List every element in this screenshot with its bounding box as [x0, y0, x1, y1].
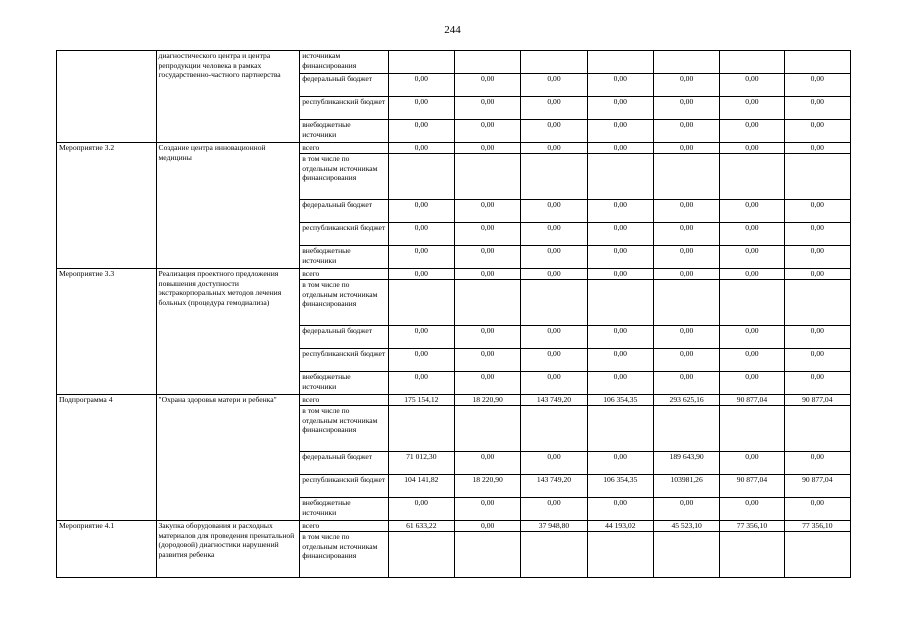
amount-cell: 0,00 — [521, 498, 587, 521]
amount-cell — [454, 532, 520, 578]
amount-cell: 0,00 — [454, 246, 520, 269]
amount-cell: 0,00 — [454, 498, 520, 521]
amount-cell — [454, 406, 520, 452]
amount-cell: 37 948,80 — [521, 521, 587, 532]
amount-cell — [454, 280, 520, 326]
amount-cell: 0,00 — [521, 97, 587, 120]
amount-cell: 0,00 — [521, 143, 587, 154]
amount-cell — [388, 532, 454, 578]
amount-cell: 0,00 — [587, 74, 653, 97]
funding-source-cell: федеральный бюджет — [300, 200, 388, 223]
amount-cell: 45 523,10 — [653, 521, 719, 532]
amount-cell: 0,00 — [388, 74, 454, 97]
amount-cell — [720, 51, 784, 74]
funding-source-cell: всего — [300, 521, 388, 532]
amount-cell: 0,00 — [454, 97, 520, 120]
amount-cell: 0,00 — [784, 498, 850, 521]
funding-source-cell: республиканский бюджет — [300, 475, 388, 498]
amount-cell: 0,00 — [521, 452, 587, 475]
amount-cell: 0,00 — [653, 498, 719, 521]
amount-cell: 0,00 — [454, 74, 520, 97]
amount-cell — [653, 532, 719, 578]
amount-cell: 0,00 — [454, 143, 520, 154]
amount-cell: 90 877,04 — [784, 395, 850, 406]
amount-cell — [653, 280, 719, 326]
table-row — [57, 395, 851, 406]
amount-cell: 0,00 — [587, 223, 653, 246]
amount-cell: 0,00 — [653, 120, 719, 143]
amount-cell: 0,00 — [521, 120, 587, 143]
amount-cell — [454, 51, 520, 74]
amount-cell: 0,00 — [454, 223, 520, 246]
amount-cell: 0,00 — [653, 326, 719, 349]
amount-cell: 0,00 — [454, 326, 520, 349]
table-body — [57, 51, 851, 578]
amount-cell: 104 141,82 — [388, 475, 454, 498]
amount-cell: 61 633,22 — [388, 521, 454, 532]
amount-cell: 90 877,04 — [720, 395, 784, 406]
amount-cell: 0,00 — [720, 349, 784, 372]
program-name-cell: Подпрограмма 4 — [57, 395, 157, 521]
program-description-cell: Создание центра инновационной медицины — [156, 143, 300, 269]
amount-cell: 18 220,90 — [454, 475, 520, 498]
amount-cell: 0,00 — [388, 498, 454, 521]
program-description-cell: Закупка оборудования и расходных материалов для проведения пренатальной (дородовой) диагностики нарушений развития ребенка — [156, 521, 300, 578]
amount-cell: 0,00 — [521, 223, 587, 246]
amount-cell: 293 625,16 — [653, 395, 719, 406]
amount-cell — [587, 280, 653, 326]
funding-source-cell: внебюджетные источники — [300, 120, 388, 143]
amount-cell: 0,00 — [784, 223, 850, 246]
amount-cell: 90 877,04 — [720, 475, 784, 498]
amount-cell: 0,00 — [587, 269, 653, 280]
amount-cell: 0,00 — [521, 349, 587, 372]
funding-source-cell: федеральный бюджет — [300, 452, 388, 475]
amount-cell: 0,00 — [587, 246, 653, 269]
amount-cell: 0,00 — [720, 120, 784, 143]
amount-cell: 0,00 — [454, 452, 520, 475]
amount-cell: 0,00 — [653, 349, 719, 372]
amount-cell: 0,00 — [587, 97, 653, 120]
amount-cell: 0,00 — [521, 269, 587, 280]
amount-cell — [720, 532, 784, 578]
amount-cell: 90 877,04 — [784, 475, 850, 498]
amount-cell: 143 749,20 — [521, 395, 587, 406]
funding-source-cell: источникам финансирования — [300, 51, 388, 74]
amount-cell — [521, 280, 587, 326]
amount-cell: 44 193,02 — [587, 521, 653, 532]
amount-cell: 0,00 — [720, 223, 784, 246]
amount-cell: 0,00 — [720, 452, 784, 475]
amount-cell — [784, 51, 850, 74]
amount-cell: 0,00 — [388, 326, 454, 349]
table-row — [57, 269, 851, 280]
amount-cell — [720, 154, 784, 200]
amount-cell — [784, 406, 850, 452]
amount-cell — [784, 280, 850, 326]
amount-cell — [521, 532, 587, 578]
amount-cell — [587, 532, 653, 578]
amount-cell: 0,00 — [587, 200, 653, 223]
amount-cell: 0,00 — [653, 143, 719, 154]
amount-cell: 0,00 — [653, 74, 719, 97]
program-name-cell: Мероприятие 3.2 — [57, 143, 157, 269]
amount-cell: 0,00 — [784, 97, 850, 120]
amount-cell — [784, 532, 850, 578]
amount-cell: 0,00 — [454, 269, 520, 280]
funding-source-cell: республиканский бюджет — [300, 97, 388, 120]
program-name-cell: Мероприятие 4.1 — [57, 521, 157, 578]
funding-source-cell: в том числе по отдельным источникам финансирования — [300, 154, 388, 200]
program-name-cell: Мероприятие 3.3 — [57, 269, 157, 395]
funding-source-cell: федеральный бюджет — [300, 74, 388, 97]
program-description-cell: Реализация проектного предложения повышения доступности экстракорпоральных методов лечения больных (процедура гемодиализа) — [156, 269, 300, 395]
amount-cell: 0,00 — [720, 200, 784, 223]
funding-source-cell: федеральный бюджет — [300, 326, 388, 349]
amount-cell: 0,00 — [388, 372, 454, 395]
amount-cell: 0,00 — [587, 120, 653, 143]
program-description-cell: диагностического центра и центра репродукции человека в рамках государственно-частного партнерства — [156, 51, 300, 143]
funding-source-cell: республиканский бюджет — [300, 223, 388, 246]
amount-cell: 0,00 — [521, 74, 587, 97]
amount-cell — [653, 51, 719, 74]
program-name-cell — [57, 51, 157, 143]
amount-cell: 0,00 — [454, 120, 520, 143]
amount-cell: 0,00 — [720, 143, 784, 154]
amount-cell: 0,00 — [653, 372, 719, 395]
amount-cell — [720, 280, 784, 326]
amount-cell: 0,00 — [784, 326, 850, 349]
amount-cell — [653, 154, 719, 200]
amount-cell — [521, 406, 587, 452]
amount-cell: 106 354,35 — [587, 475, 653, 498]
amount-cell — [587, 406, 653, 452]
amount-cell: 0,00 — [454, 372, 520, 395]
amount-cell: 0,00 — [784, 120, 850, 143]
amount-cell: 0,00 — [388, 223, 454, 246]
amount-cell: 0,00 — [720, 326, 784, 349]
funding-source-cell: республиканский бюджет — [300, 349, 388, 372]
funding-source-cell: в том числе по отдельным источникам финансирования — [300, 532, 388, 578]
amount-cell — [587, 51, 653, 74]
amount-cell: 0,00 — [521, 372, 587, 395]
amount-cell: 0,00 — [454, 200, 520, 223]
amount-cell: 0,00 — [587, 326, 653, 349]
amount-cell — [388, 154, 454, 200]
amount-cell: 0,00 — [720, 74, 784, 97]
amount-cell: 0,00 — [388, 349, 454, 372]
funding-source-cell: внебюджетные источники — [300, 372, 388, 395]
funding-source-cell: в том числе по отдельным источникам финансирования — [300, 406, 388, 452]
amount-cell: 0,00 — [653, 246, 719, 269]
amount-cell: 0,00 — [784, 143, 850, 154]
amount-cell: 189 643,90 — [653, 452, 719, 475]
amount-cell: 0,00 — [784, 269, 850, 280]
amount-cell: 77 356,10 — [784, 521, 850, 532]
amount-cell: 18 220,90 — [454, 395, 520, 406]
amount-cell — [388, 280, 454, 326]
amount-cell: 143 749,20 — [521, 475, 587, 498]
amount-cell: 0,00 — [388, 269, 454, 280]
table-row — [57, 521, 851, 532]
amount-cell — [454, 154, 520, 200]
amount-cell — [521, 51, 587, 74]
amount-cell — [388, 406, 454, 452]
table-row — [57, 51, 851, 74]
funding-source-cell: всего — [300, 143, 388, 154]
funding-source-cell: внебюджетные источники — [300, 498, 388, 521]
amount-cell: 0,00 — [587, 349, 653, 372]
amount-cell — [720, 406, 784, 452]
amount-cell: 0,00 — [720, 372, 784, 395]
amount-cell: 106 354,35 — [587, 395, 653, 406]
amount-cell: 0,00 — [388, 143, 454, 154]
funding-source-cell: в том числе по отдельным источникам финансирования — [300, 280, 388, 326]
amount-cell — [388, 51, 454, 74]
budget-table — [56, 50, 851, 578]
amount-cell: 0,00 — [653, 223, 719, 246]
amount-cell: 0,00 — [784, 246, 850, 269]
funding-source-cell: внебюджетные источники — [300, 246, 388, 269]
amount-cell: 0,00 — [784, 74, 850, 97]
amount-cell: 0,00 — [653, 200, 719, 223]
table-row — [57, 143, 851, 154]
amount-cell: 0,00 — [388, 120, 454, 143]
amount-cell: 0,00 — [720, 246, 784, 269]
amount-cell: 77 356,10 — [720, 521, 784, 532]
amount-cell — [521, 154, 587, 200]
amount-cell: 0,00 — [388, 97, 454, 120]
program-description-cell: "Охрана здоровья матери и ребенка" — [156, 395, 300, 521]
amount-cell: 0,00 — [454, 349, 520, 372]
amount-cell: 0,00 — [521, 246, 587, 269]
amount-cell — [653, 406, 719, 452]
amount-cell: 0,00 — [784, 372, 850, 395]
amount-cell: 0,00 — [720, 498, 784, 521]
amount-cell: 0,00 — [388, 200, 454, 223]
amount-cell: 71 012,30 — [388, 452, 454, 475]
amount-cell: 0,00 — [521, 326, 587, 349]
amount-cell: 0,00 — [454, 521, 520, 532]
amount-cell: 0,00 — [587, 452, 653, 475]
amount-cell — [784, 154, 850, 200]
amount-cell: 0,00 — [587, 372, 653, 395]
amount-cell: 0,00 — [784, 349, 850, 372]
amount-cell: 0,00 — [587, 498, 653, 521]
amount-cell: 103981,26 — [653, 475, 719, 498]
amount-cell: 0,00 — [720, 269, 784, 280]
amount-cell: 175 154,12 — [388, 395, 454, 406]
amount-cell — [587, 154, 653, 200]
funding-source-cell: всего — [300, 395, 388, 406]
amount-cell: 0,00 — [388, 246, 454, 269]
amount-cell: 0,00 — [653, 269, 719, 280]
amount-cell: 0,00 — [720, 97, 784, 120]
amount-cell: 0,00 — [784, 452, 850, 475]
amount-cell: 0,00 — [784, 200, 850, 223]
amount-cell: 0,00 — [653, 97, 719, 120]
amount-cell: 0,00 — [521, 200, 587, 223]
page-number: 244 — [444, 24, 461, 36]
amount-cell: 0,00 — [587, 143, 653, 154]
funding-source-cell: всего — [300, 269, 388, 280]
